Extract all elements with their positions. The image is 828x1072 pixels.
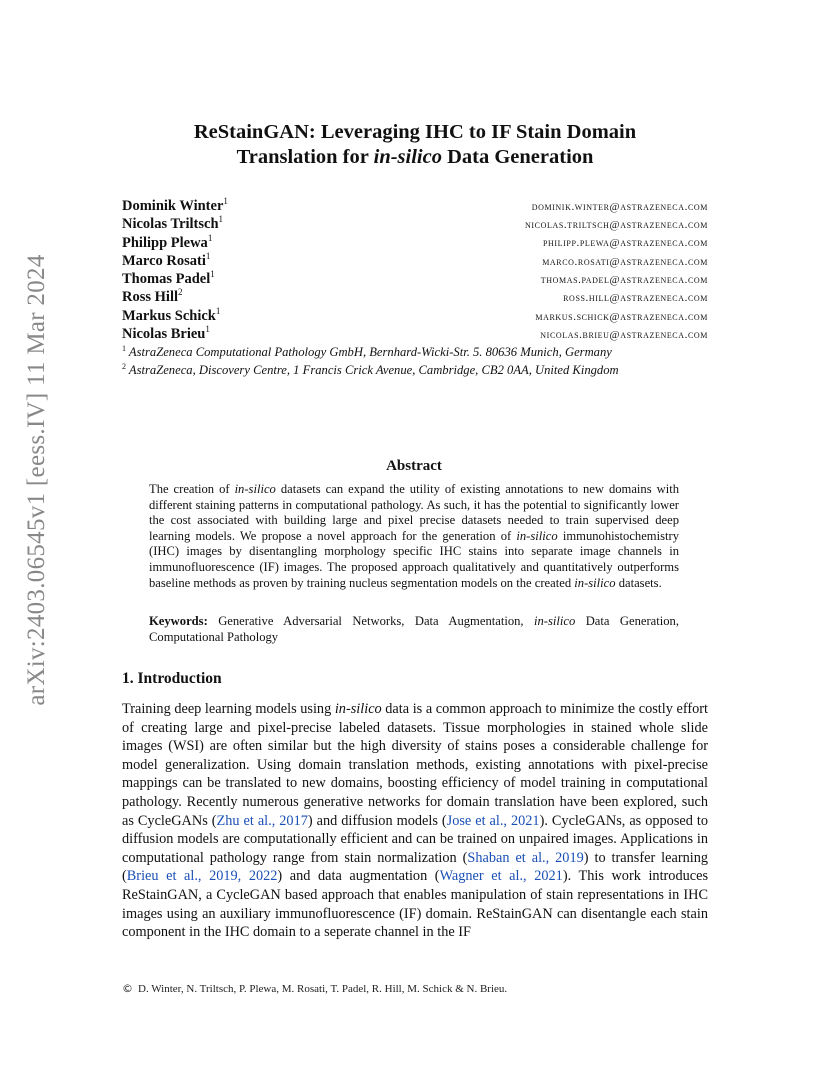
introduction-body: Training deep learning models using in-silico data is a common approach to minimize the costly effort of creating large and pixel-precise labeled datasets. Tissue morphologies in stained whole slide images (WSI) are often similar but the high diversity of stains poses a considerable challenge for model generalization. Using domain translation methods, existing annotations with pixel-precise mappings can be translated to new domains, boosting efficiency of model training in computational pathology. Recently numerous generative networks for domain translation have been explored, such as CycleGANs (Zhu et al., 2017) and diffusion models (Jose et al., 2021). CycleGANs, as opposed to diffusion models are computationally efficient and can be trained on unpaired images. Applications in computational pathology range from stain normalization (Shaban et al., 2019) to transfer learning (Brieu et al., 2019, 2022) and data augmentation (Wagner et al., 2021). This work introduces ReStainGAN, a CycleGAN based approach that enables manipulation of stain representations in IHC images using an auxiliary immunofluorescence (IF) domain. ReStainGAN can disentangle each stain component in the IHC domain to a seperate channel in the IF — [122, 701, 709, 941]
arxiv-watermark — [0, 0, 60, 1072]
affiliations — [122, 344, 722, 380]
citation-link[interactable]: Shaban et al., 2019 — [467, 849, 584, 866]
author-row — [122, 324, 708, 342]
author-name: Marco Rosati$^1$ — [122, 250, 211, 269]
author-name: Philipp Plewa$^1$ — [122, 232, 213, 251]
author-list — [122, 196, 708, 342]
title-line-2: Translation for in-silico Data Generation — [236, 146, 594, 168]
title-line-1: ReStainGAN: Leveraging IHC to IF Stain Domain — [193, 121, 637, 143]
author-email[interactable]: marco.rosati@astrazeneca.com — [542, 255, 708, 268]
affiliation-2: $^2$ AstraZeneca, Discovery Centre, 1 Francis Crick Avenue, Cambridge, CB2 0AA, United Kingdom — [122, 362, 619, 378]
author-row — [122, 287, 708, 305]
author-name: Thomas Padel$^1$ — [122, 269, 215, 288]
author-row — [122, 269, 708, 287]
author-email[interactable]: nicolas.brieu@astrazeneca.com — [540, 328, 708, 341]
keywords: Keywords: Generative Adversarial Networks, Data Augmentation, in-silico Data Generation, Computational Pathology — [149, 614, 679, 644]
citation-link[interactable]: Brieu et al., 2019, 2022 — [126, 868, 278, 885]
citation-link[interactable]: Wagner et al., 2021 — [439, 868, 563, 885]
copyright-icon: © — [122, 982, 133, 995]
author-email[interactable]: markus.schick@astrazeneca.com — [535, 310, 708, 323]
section-heading-introduction: 1. Introduction — [122, 670, 222, 687]
citation-link[interactable]: Jose et al., 2021 — [446, 812, 540, 829]
author-row — [122, 196, 708, 214]
affiliation-1: $^1$ AstraZeneca Computational Pathology GmbH, Bernhard-Wicki-Str. 5. 80636 Munich, Germany — [122, 344, 612, 360]
author-row — [122, 214, 708, 232]
author-name: Nicolas Triltsch$^1$ — [122, 214, 224, 233]
author-name: Markus Schick$^1$ — [122, 305, 221, 324]
citation-link[interactable]: Zhu et al., 2017 — [216, 812, 308, 829]
author-email[interactable]: nicolas.triltsch@astrazeneca.com — [525, 219, 708, 232]
copyright-text: D. Winter, N. Triltsch, P. Plewa, M. Rosati, T. Padel, R. Hill, M. Schick & N. Brieu. — [138, 983, 508, 995]
author-name: Ross Hill$^2$ — [122, 287, 183, 306]
author-email[interactable]: philipp.plewa@astrazeneca.com — [542, 237, 708, 250]
author-row — [122, 251, 708, 269]
author-name: Nicolas Brieu$^1$ — [122, 324, 210, 342]
author-row — [122, 306, 708, 324]
author-row — [122, 233, 708, 251]
author-name: Dominik Winter$^1$ — [122, 196, 228, 214]
abstract-body: The creation of in-silico datasets can expand the utility of existing annotations to new domains with different staining patterns in computational pathology. As such, it has the potential to significantly lower the cost associated with building large and pixel precise datasets needed to train supervised deep learning models. We propose a novel approach for the generation of in-silico immunohistochemistry (IHC) images by disentangling morphology specific IHC stains into separate image channels in immunofluorescence (IF) images. The proposed approach qualitatively and quantitatively outperforms baseline methods as proven by training nucleus segmentation models on the created in-silico datasets. — [149, 482, 679, 590]
paper-title — [140, 120, 690, 170]
author-email[interactable]: ross.hill@astrazeneca.com — [563, 292, 708, 305]
author-email[interactable]: dominik.winter@astrazeneca.com — [531, 200, 708, 213]
keywords-label: Keywords: — [149, 614, 208, 628]
copyright-footer — [122, 982, 507, 995]
arxiv-identifier: arXiv:2403.06545v1 [eess.IV] 11 Mar 2024 — [23, 254, 50, 706]
author-email[interactable]: thomas.padel@astrazeneca.com — [540, 274, 708, 287]
abstract-heading: Abstract — [386, 458, 442, 474]
